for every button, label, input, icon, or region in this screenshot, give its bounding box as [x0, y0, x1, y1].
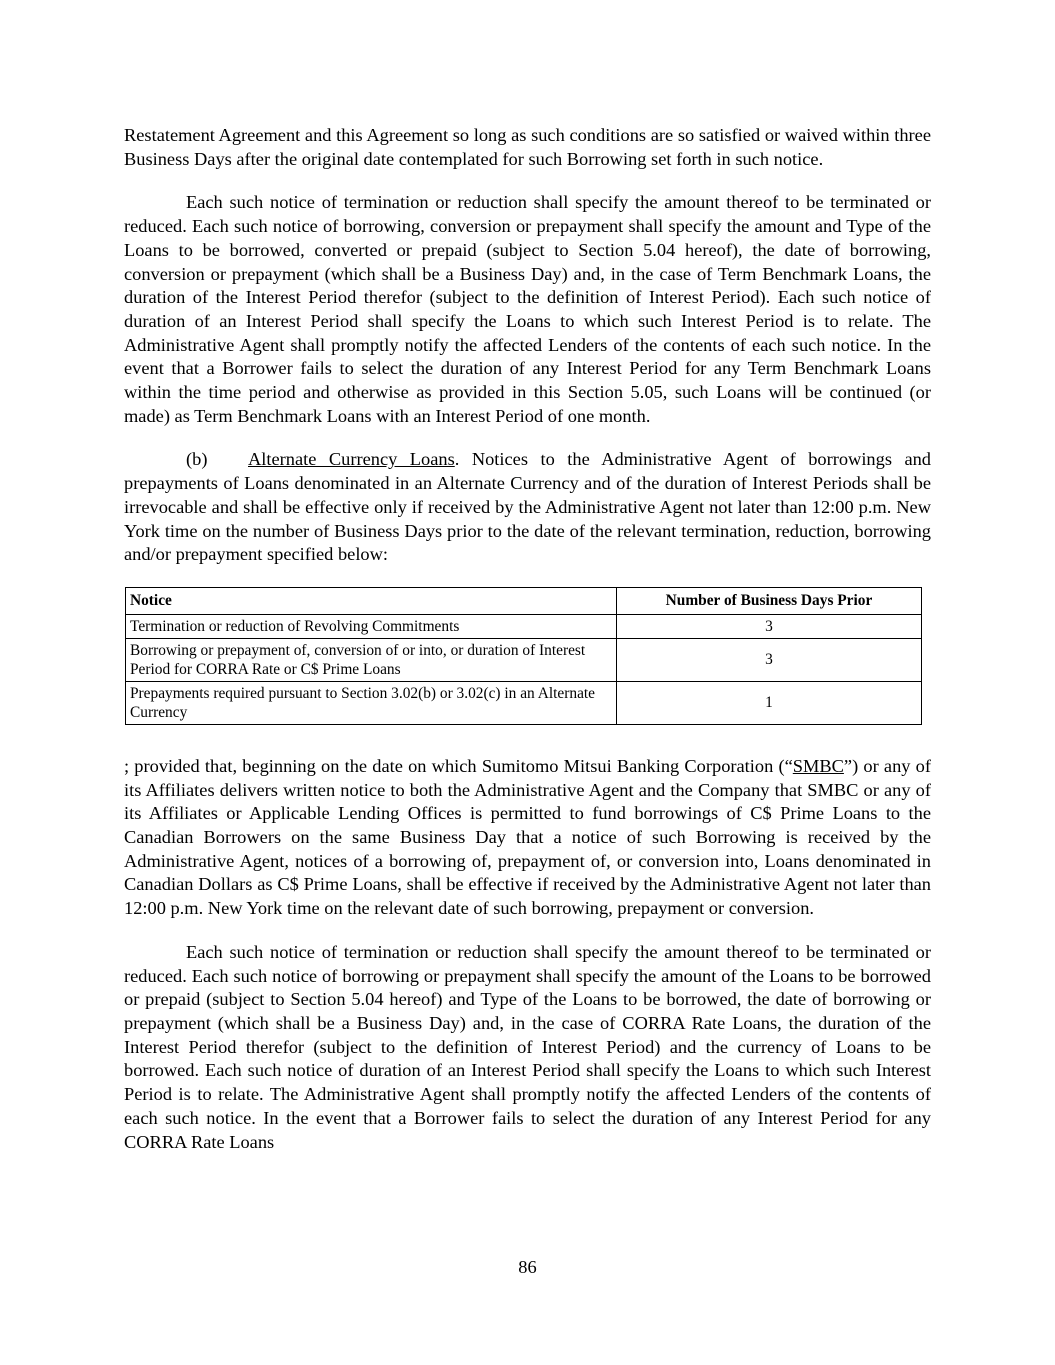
proviso-text-end: ”) or any of its Affiliates delivers written notice to both the Administrative Agent and the Company that SMBC or any of its Affiliates or Applicable Lending Offices is permitted to fund borrowings of C$ Prime Loans to the Canadian Borrowers on the same Business Day that a notice of such Borrowing is received by the Administrative Agent, notices of a borrowing of, prepayment of, or conversion into, Loans denominated in Canadian Dollars as C$ Prime Loans, shall be effective if received by the Administrative Agent not later than 12:00 p.m. New York time on the relevant date of such borrowing, prepayment or conversion. — [124, 755, 931, 919]
clause-label: (b) — [186, 449, 208, 470]
notice-cell: Termination or reduction of Revolving Commitments — [126, 614, 617, 638]
paragraph-notice-specification: Each such notice of termination or reduction shall specify the amount thereof to be terminated or reduced. Each such notice of borrowing, conversion or prepayment shall specify the amount and Type of the Loans to be borrowed, converted or prepaid (subject to Section 5.04 hereof), the date of borrowing, conversion or prepayment (which shall be a Business Day) and, in the case of Term Benchmark Loans, the duration of the Interest Period therefor (subject to the definition of Interest Period). Each such notice of duration of an Interest Period shall specify the Loans to which such Interest Period is to relate. The Administrative Agent shall promptly notify the affected Lenders of the contents of each such notice. In the event that a Borrower fails to select the duration of any Interest Period for any Term Benchmark Loans within the time period and otherwise as provided in this Section 5.05, such Loans will be continued (or made) as Term Benchmark Loans with an Interest Period of one month. — [124, 192, 931, 426]
notice-table — [125, 587, 922, 725]
proviso-text-start: ; provided that, beginning on the date on which Sumitomo Mitsui Banking Corporation (“ — [124, 755, 793, 776]
notice-cell: Borrowing or prepayment of, conversion of or into, or duration of Interest Period for CORRA Rate or C$ Prime Loans — [126, 638, 617, 681]
table-row — [126, 638, 922, 681]
defined-term-smbc: SMBC — [792, 755, 844, 776]
table-row — [126, 681, 922, 724]
document-page — [124, 124, 931, 1174]
days-cell: 3 — [617, 614, 922, 638]
clause-body: . Notices to the Administrative Agent of borrowings and prepayments of Loans denominated in an Alternate Currency and of the duration of Interest Periods shall be irrevocable and shall be effective only if received by the Administrative Agent not later than 12:00 p.m. New York time on the number of Business Days prior to the date of the relevant termination, reduction, borrowing and/or prepayment specified below: — [124, 449, 932, 565]
column-header-notice: Notice — [126, 587, 617, 614]
column-header-days: Number of Business Days Prior — [617, 587, 922, 614]
clause-heading: Alternate Currency Loans — [248, 449, 455, 470]
table-row — [126, 614, 922, 638]
paragraph-smbc-proviso — [124, 755, 931, 921]
paragraph-corra-notice: Each such notice of termination or reduction shall specify the amount thereof to be terminated or reduced. Each such notice of borrowing or prepayment shall specify the amount of the Loans to be borrowed or prepaid (subject to Section 5.04 hereof) and Type of the Loans to be borrowed, the date of borrowing or prepayment (which shall be a Business Day) and, in the case of CORRA Rate Loans, the duration of the Interest Period therefor (subject to the definition of Interest Period) and the currency of Loans to be borrowed. Each such notice of duration of an Interest Period shall specify the Loans to which such Interest Period is to relate. The Administrative Agent shall promptly notify the affected Lenders of the contents of each such notice. In the event that a Borrower fails to select the duration of any Interest Period for any CORRA Rate Loans — [124, 941, 931, 1152]
paragraph-restatement: Restatement Agreement and this Agreement so long as such conditions are so satisfied or waived within three Business Days after the original date contemplated for such Borrowing set forth in such notice. — [124, 125, 931, 169]
notice-cell: Prepayments required pursuant to Section 3.02(b) or 3.02(c) in an Alternate Currency — [126, 681, 617, 724]
table-header-row — [126, 587, 922, 614]
paragraph-alternate-currency-loans — [124, 448, 931, 567]
days-cell: 3 — [617, 638, 922, 681]
days-cell: 1 — [617, 681, 922, 724]
page-number: 86 — [518, 1257, 537, 1277]
